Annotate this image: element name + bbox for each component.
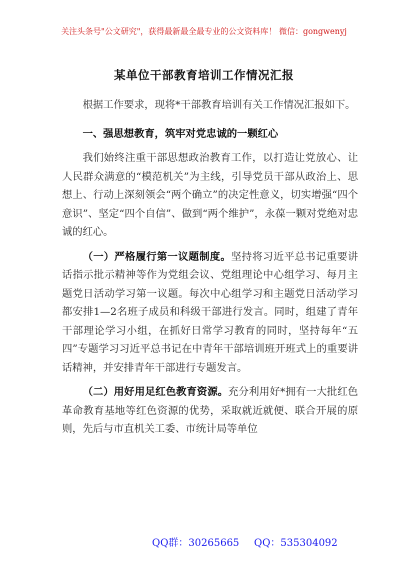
subsection-1-text: 坚持将习近平总书记重要讲话指示批示精神等作为党组会议、党组理论中心组学习、每月主题党日活动学习第一议题。每次中心组学习和主题党日活动学习都安排1—2名班子成员和科级干部进行发言。同时，组建了青年干部理论学习小组，在抓好日常学习教育的同时，坚持每年“五四”专题学习习近平总书记在中青年干部培训班开班式上的重要讲话精神，并安排青年干部进行专题发言。 [62, 250, 359, 374]
document-body [62, 96, 358, 445]
footer-qq-group: QQ群：30265665 [152, 538, 240, 549]
subsection-2-paragraph [62, 383, 358, 439]
subsection-1-title: （一）严格履行第一议题制度。 [82, 250, 232, 263]
intro-paragraph: 根据工作要求，现将*干部教育培训有关工作情况汇报如下。 [82, 99, 356, 111]
section-heading-1: 一、强思想教育，筑牢对党忠诚的一颗红心 [82, 127, 279, 140]
document-title: 某单位干部教育培训工作情况汇报 [114, 68, 294, 82]
subsection-2-title: （二）用好用足红色教育资源。 [82, 386, 229, 398]
section-1-paragraph: 我们始终注重干部思想政治教育工作，以打造让党放心、让人民群众满意的“模范机关”为主线，引导党员干部从政治上、思想上、行动上深刻领会“两个确立”的决定性意义，切实增强“四个意识”、坚定“四个自信”、做到“两个维护”，永葆一颗对党绝对忠诚的红心。 [62, 152, 358, 238]
subsection-2-text: 充分利用好*拥有一大批红色革命教育基地等红色资源的优势，采取就近就便、联合开展的原则，先后与市直机关工委、市统计局等单位 [62, 386, 359, 435]
header-promo-text: 关注头条号"公文研究"，获得最新最全最专业的公文资料库！ 微信：gongwenyj [61, 27, 347, 36]
subsection-1-paragraph [62, 248, 358, 378]
footer-qq-number: QQ：535304092 [254, 538, 338, 549]
